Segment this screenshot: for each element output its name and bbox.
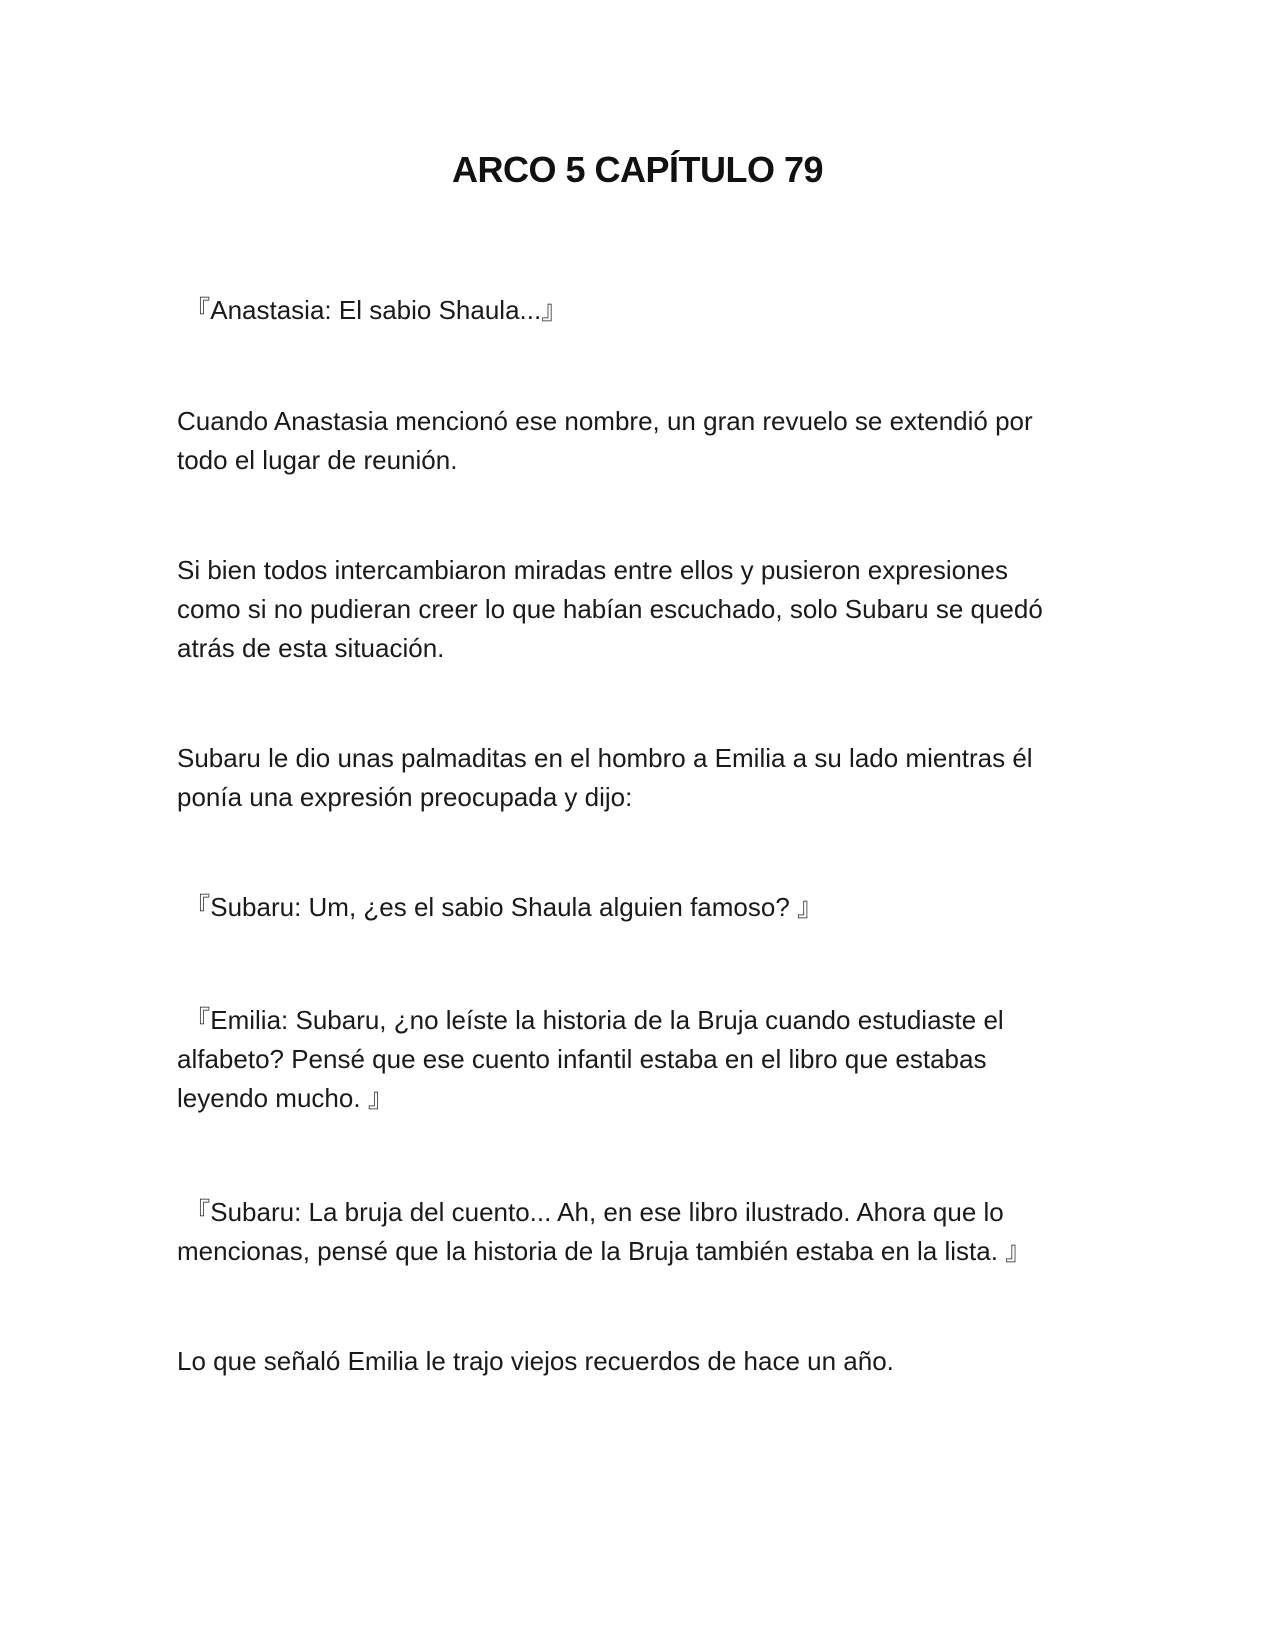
paragraph-subaru-dialogue: 『Subaru: La bruja del cuento... Ah, en ese libro ilustrado. Ahora que lo mencionas, pensé que la historia de la Bruja también estaba en la lista. 』 — [177, 1197, 1032, 1266]
paragraph-anastasia-dialogue: 『Anastasia: El sabio Shaula...』 — [177, 295, 568, 325]
paragraph-narration: Lo que señaló Emilia le trajo viejos recuerdos de hace un año. — [177, 1346, 894, 1376]
paragraph-narration: Subaru le dio unas palmaditas en el hombro a Emilia a su lado mientras él ponía una expresión preocupada y dijo: — [177, 743, 1040, 812]
paragraph-narration: Si bien todos intercambiaron miradas entre ellos y pusieron expresiones como si no pudieran creer lo que habían escuchado, solo Subaru se quedó atrás de esta situación. — [177, 555, 1051, 663]
chapter-title: ARCO 5 CAPÍTULO 79 — [451, 149, 824, 190]
paragraph-narration: Cuando Anastasia mencionó ese nombre, un gran revuelo se extendió por todo el lugar de reunión. — [177, 406, 1040, 475]
paragraph-emilia-dialogue: 『Emilia: Subaru, ¿no leíste la historia de la Bruja cuando estudiaste el alfabeto? Pensé que ese cuento infantil estaba en el libro que estabas leyendo mucho. 』 — [177, 1005, 1011, 1113]
paragraph-subaru-dialogue: 『Subaru: Um, ¿es el sabio Shaula alguien famoso? 』 — [177, 892, 824, 922]
